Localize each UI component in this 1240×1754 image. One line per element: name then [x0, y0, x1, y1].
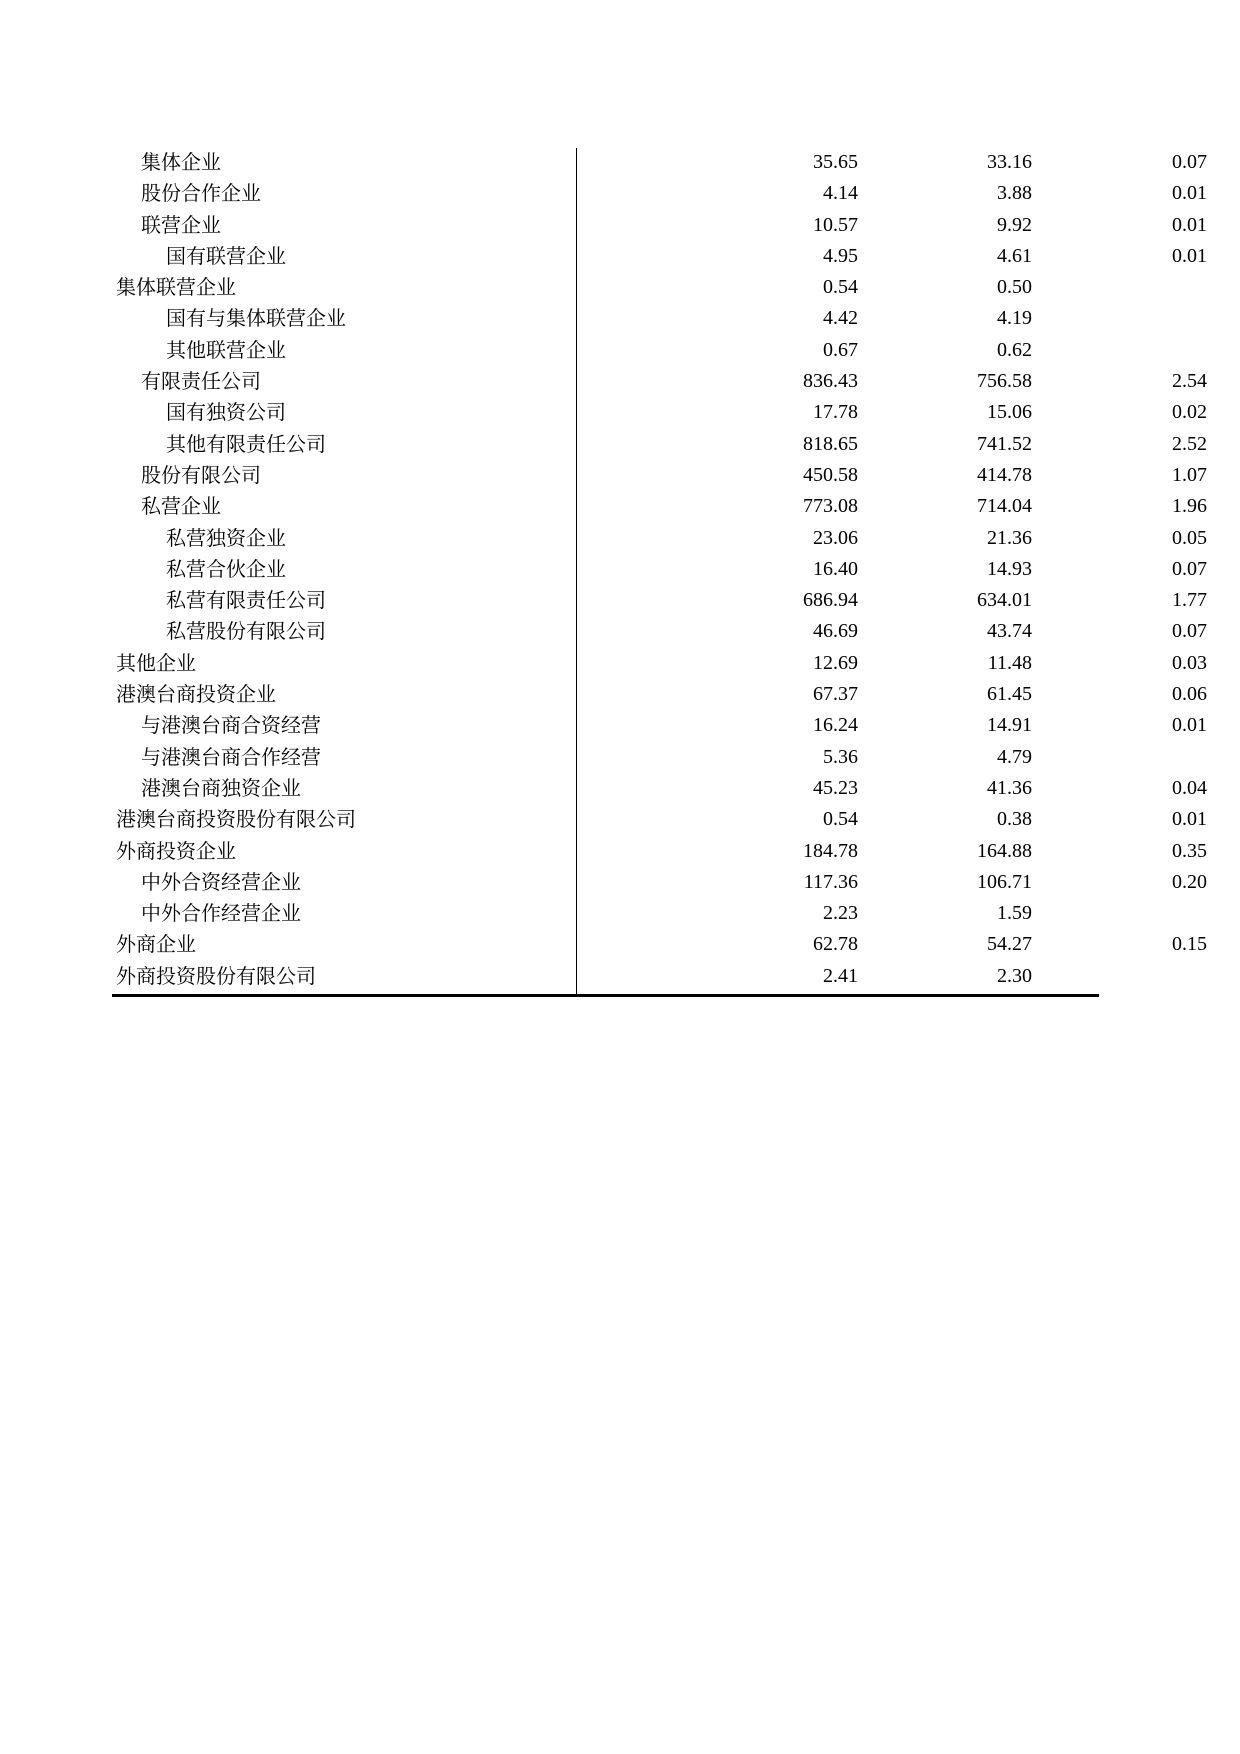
row-label: 私营合伙企业 [166, 556, 286, 581]
row-label: 港澳台商投资企业 [116, 682, 276, 707]
row-label: 其他有限责任公司 [166, 431, 326, 456]
value-col-1: 773.08 [803, 495, 858, 518]
value-col-2: 0.62 [997, 338, 1032, 361]
row-label: 中外合作经营企业 [141, 901, 301, 926]
value-col-2: 634.01 [977, 589, 1032, 612]
table-row [112, 648, 1207, 679]
table-row [112, 679, 1207, 710]
value-col-2: 4.79 [997, 745, 1032, 768]
table-bottom-rule [112, 994, 1099, 997]
value-col-1: 2.23 [823, 902, 858, 925]
statistics-table [112, 147, 1207, 992]
row-label: 外商投资企业 [116, 838, 236, 863]
table-row [112, 397, 1207, 428]
row-label: 国有独资公司 [166, 400, 286, 425]
value-col-3: 0.01 [1172, 213, 1207, 236]
table-row [112, 303, 1096, 334]
value-col-2: 3.88 [997, 182, 1032, 205]
value-col-3: 1.07 [1172, 463, 1207, 486]
value-col-2: 1.59 [997, 902, 1032, 925]
table-row [112, 554, 1207, 585]
value-col-2: 4.61 [997, 244, 1032, 267]
value-col-1: 16.24 [813, 714, 858, 737]
value-col-1: 62.78 [813, 933, 858, 956]
table-row [112, 523, 1207, 554]
value-col-2: 43.74 [987, 620, 1032, 643]
table-row [112, 616, 1207, 647]
value-col-2: 0.50 [997, 276, 1032, 299]
value-col-2: 2.30 [997, 964, 1032, 987]
value-col-1: 2.41 [823, 964, 858, 987]
value-col-1: 35.65 [813, 151, 858, 173]
row-label: 集体联营企业 [116, 275, 236, 300]
value-col-2: 41.36 [987, 776, 1032, 799]
value-col-1: 5.36 [823, 745, 858, 768]
value-col-1: 16.40 [813, 557, 858, 580]
value-col-1: 836.43 [803, 370, 858, 393]
row-label: 与港澳台商合作经营 [141, 744, 321, 769]
table-row [112, 836, 1207, 867]
row-label: 外商企业 [116, 932, 196, 957]
row-label: 私营企业 [141, 494, 221, 519]
value-col-2: 741.52 [977, 432, 1032, 455]
value-col-1: 46.69 [813, 620, 858, 643]
row-label: 其他企业 [116, 650, 196, 675]
table-row [112, 961, 1096, 992]
value-col-1: 184.78 [803, 839, 858, 862]
value-col-1: 4.42 [823, 307, 858, 330]
value-col-3: 0.01 [1172, 244, 1207, 267]
value-col-1: 23.06 [813, 526, 858, 549]
value-col-2: 33.16 [987, 151, 1032, 173]
row-label: 股份合作企业 [141, 181, 261, 206]
value-col-2: 61.45 [987, 683, 1032, 706]
value-col-2: 21.36 [987, 526, 1032, 549]
table-row [112, 178, 1207, 209]
value-col-1: 450.58 [803, 463, 858, 486]
value-col-3: 0.01 [1172, 808, 1207, 831]
value-col-1: 45.23 [813, 776, 858, 799]
value-col-3: 0.07 [1172, 557, 1207, 580]
value-col-2: 414.78 [977, 463, 1032, 486]
row-label: 股份有限公司 [141, 462, 261, 487]
value-col-3: 0.06 [1172, 683, 1207, 706]
table-row [112, 491, 1207, 522]
row-label: 港澳台商独资企业 [141, 775, 301, 800]
row-label: 有限责任公司 [141, 369, 261, 394]
value-col-3: 0.01 [1172, 182, 1207, 205]
value-col-3: 0.07 [1172, 620, 1207, 643]
table-row [112, 147, 1207, 178]
row-label: 私营股份有限公司 [166, 619, 326, 644]
row-label: 私营有限责任公司 [166, 588, 326, 613]
value-col-2: 0.38 [997, 808, 1032, 831]
row-label: 外商投资股份有限公司 [116, 963, 316, 988]
value-col-3: 0.05 [1172, 526, 1207, 549]
value-col-3: 0.01 [1172, 714, 1207, 737]
value-col-2: 106.71 [977, 870, 1032, 893]
value-col-1: 17.78 [813, 401, 858, 424]
value-col-1: 117.36 [803, 870, 858, 893]
row-label: 中外合资经营企业 [141, 869, 301, 894]
value-col-1: 0.54 [823, 808, 858, 831]
value-col-2: 54.27 [987, 933, 1032, 956]
value-col-2: 15.06 [987, 401, 1032, 424]
table-row [112, 742, 1096, 773]
value-col-2: 4.19 [997, 307, 1032, 330]
value-col-1: 4.95 [823, 244, 858, 267]
value-col-1: 10.57 [813, 213, 858, 236]
value-col-3: 0.04 [1172, 776, 1207, 799]
row-label: 联营企业 [141, 212, 221, 237]
table-row [112, 272, 1096, 303]
row-label: 集体企业 [141, 150, 221, 174]
value-col-3: 2.52 [1172, 432, 1207, 455]
row-label: 与港澳台商合资经营 [141, 713, 321, 738]
table-row [112, 210, 1207, 241]
table-row [112, 335, 1096, 366]
value-col-3: 0.02 [1172, 401, 1207, 424]
value-col-3: 2.54 [1172, 370, 1207, 393]
table-row [112, 366, 1207, 397]
value-col-1: 4.14 [823, 182, 858, 205]
value-col-1: 686.94 [803, 589, 858, 612]
table-row [112, 585, 1207, 616]
row-label: 私营独资企业 [166, 525, 286, 550]
value-col-3: 0.07 [1172, 151, 1207, 173]
value-col-1: 0.54 [823, 276, 858, 299]
value-col-3: 1.77 [1172, 589, 1207, 612]
value-col-3: 0.03 [1172, 651, 1207, 674]
table-row [112, 898, 1096, 929]
table-row [112, 460, 1207, 491]
table-row [112, 867, 1207, 898]
value-col-1: 67.37 [813, 683, 858, 706]
table-row [112, 710, 1207, 741]
value-col-3: 1.96 [1172, 495, 1207, 518]
value-col-1: 0.67 [823, 338, 858, 361]
table-row [112, 804, 1207, 835]
table-row [112, 929, 1207, 960]
table-row [112, 429, 1207, 460]
value-col-1: 12.69 [813, 651, 858, 674]
row-label: 港澳台商投资股份有限公司 [116, 807, 356, 832]
value-col-1: 818.65 [803, 432, 858, 455]
row-label: 其他联营企业 [166, 337, 286, 362]
value-col-2: 14.91 [987, 714, 1032, 737]
value-col-2: 11.48 [987, 651, 1032, 674]
value-col-2: 14.93 [987, 557, 1032, 580]
value-col-3: 0.15 [1172, 933, 1207, 956]
table-row [112, 241, 1207, 272]
column-divider [576, 148, 577, 996]
value-col-2: 756.58 [977, 370, 1032, 393]
value-col-2: 714.04 [977, 495, 1032, 518]
table-row [112, 773, 1207, 804]
value-col-2: 9.92 [997, 213, 1032, 236]
row-label: 国有联营企业 [166, 243, 286, 268]
value-col-3: 0.20 [1172, 870, 1207, 893]
row-label: 国有与集体联营企业 [166, 306, 346, 331]
value-col-2: 164.88 [977, 839, 1032, 862]
value-col-3: 0.35 [1172, 839, 1207, 862]
